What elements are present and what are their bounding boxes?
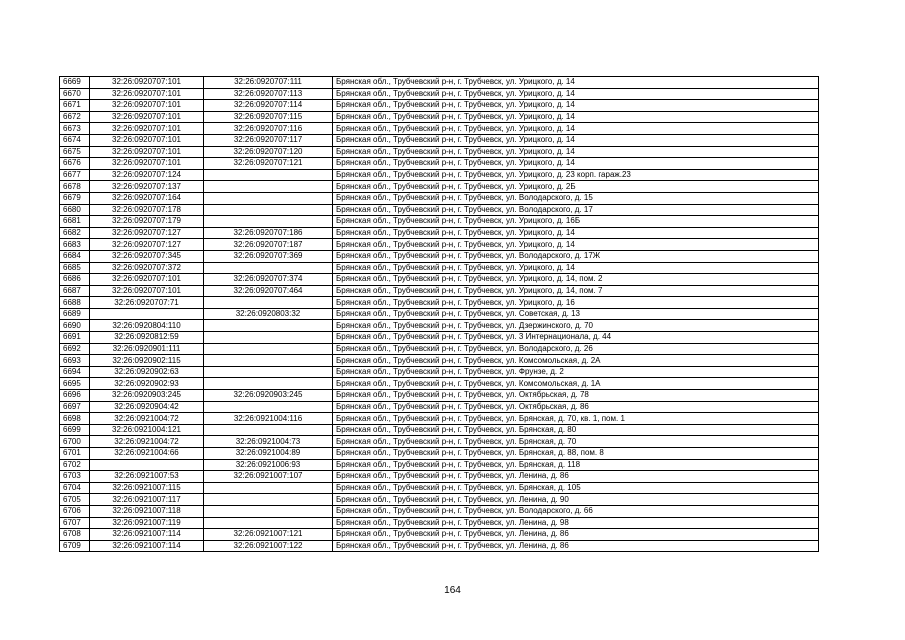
- table-row: [60, 424, 819, 436]
- address-cell: Брянская обл., Трубчевский р-н, г. Трубчевск, ул. Урицкого, д. 14: [333, 134, 819, 146]
- address-cell: Брянская обл., Трубчевский р-н, г. Трубчевск, ул. Ленина, д. 98: [333, 517, 819, 529]
- object-cadastral-number-cell: 32:26:0920707:113: [204, 88, 333, 100]
- row-number-cell: 6693: [60, 355, 90, 367]
- cadastral-number-cell: 32:26:0920707:345: [90, 250, 204, 262]
- cadastral-number-cell: 32:26:0920902:63: [90, 366, 204, 378]
- table-row: [60, 505, 819, 517]
- address-cell: Брянская обл., Трубчевский р-н, г. Трубчевск, ул. Урицкого, д. 14: [333, 239, 819, 251]
- row-number-cell: 6702: [60, 459, 90, 471]
- table-row: [60, 378, 819, 390]
- cadastral-number-cell: 32:26:0921004:66: [90, 448, 204, 460]
- cadastral-number-cell: 32:26:0920707:178: [90, 204, 204, 216]
- object-cadastral-number-cell: 32:26:0921004:116: [204, 413, 333, 425]
- object-cadastral-number-cell: 32:26:0920707:116: [204, 123, 333, 135]
- object-cadastral-number-cell: [204, 204, 333, 216]
- table-row: [60, 88, 819, 100]
- object-cadastral-number-cell: 32:26:0920707:374: [204, 274, 333, 286]
- row-number-cell: 6681: [60, 216, 90, 228]
- cadastral-number-cell: 32:26:0920707:127: [90, 239, 204, 251]
- object-cadastral-number-cell: [204, 332, 333, 344]
- address-cell: Брянская обл., Трубчевский р-н, г. Трубчевск, ул. Урицкого, д. 14: [333, 158, 819, 170]
- row-number-cell: 6680: [60, 204, 90, 216]
- object-cadastral-number-cell: [204, 181, 333, 193]
- object-cadastral-number-cell: 32:26:0921004:73: [204, 436, 333, 448]
- cadastral-number-cell: 32:26:0920707:101: [90, 274, 204, 286]
- object-cadastral-number-cell: 32:26:0920707:369: [204, 250, 333, 262]
- row-number-cell: 6707: [60, 517, 90, 529]
- object-cadastral-number-cell: 32:26:0920707:121: [204, 158, 333, 170]
- object-cadastral-number-cell: 32:26:0920707:115: [204, 111, 333, 123]
- row-number-cell: 6696: [60, 390, 90, 402]
- row-number-cell: 6672: [60, 111, 90, 123]
- row-number-cell: 6671: [60, 100, 90, 112]
- table-row: [60, 448, 819, 460]
- cadastral-number-cell: 32:26:0920707:164: [90, 192, 204, 204]
- table-row: [60, 401, 819, 413]
- cadastral-number-cell: 32:26:0920901:111: [90, 343, 204, 355]
- cadastral-number-cell: 32:26:0920707:101: [90, 123, 204, 135]
- address-cell: Брянская обл., Трубчевский р-н, г. Трубчевск, ул. Октябрьская, д. 86: [333, 401, 819, 413]
- object-cadastral-number-cell: 32:26:0920903:245: [204, 390, 333, 402]
- address-cell: Брянская обл., Трубчевский р-н, г. Трубчевск, ул. Урицкого, д. 14: [333, 111, 819, 123]
- table-row: [60, 297, 819, 309]
- row-number-cell: 6705: [60, 494, 90, 506]
- object-cadastral-number-cell: 32:26:0920707:111: [204, 77, 333, 89]
- cadastral-number-cell: 32:26:0920903:245: [90, 390, 204, 402]
- row-number-cell: 6685: [60, 262, 90, 274]
- table-row: [60, 169, 819, 181]
- address-cell: Брянская обл., Трубчевский р-н, г. Трубчевск, ул. Володарского, д. 15: [333, 192, 819, 204]
- object-cadastral-number-cell: [204, 297, 333, 309]
- cadastral-number-cell: 32:26:0920707:101: [90, 100, 204, 112]
- object-cadastral-number-cell: 32:26:0920707:187: [204, 239, 333, 251]
- address-cell: Брянская обл., Трубчевский р-н, г. Трубчевск, ул. Брянская, д. 118: [333, 459, 819, 471]
- object-cadastral-number-cell: 32:26:0921007:121: [204, 529, 333, 541]
- address-cell: Брянская обл., Трубчевский р-н, г. Трубчевск, ул. Урицкого, д. 14: [333, 146, 819, 158]
- cadastral-number-cell: 32:26:0920707:101: [90, 134, 204, 146]
- cadastral-number-cell: 32:26:0920707:127: [90, 227, 204, 239]
- address-cell: Брянская обл., Трубчевский р-н, г. Трубчевск, ул. Комсомольская, д. 2А: [333, 355, 819, 367]
- address-cell: Брянская обл., Трубчевский р-н, г. Трубчевск, ул. Урицкого, д. 14: [333, 77, 819, 89]
- cadastral-number-cell: 32:26:0920707:101: [90, 77, 204, 89]
- address-cell: Брянская обл., Трубчевский р-н, г. Трубчевск, ул. Урицкого, д. 16: [333, 297, 819, 309]
- object-cadastral-number-cell: [204, 401, 333, 413]
- cadastral-number-cell: 32:26:0920812:59: [90, 332, 204, 344]
- row-number-cell: 6676: [60, 158, 90, 170]
- table-row: [60, 123, 819, 135]
- object-cadastral-number-cell: [204, 517, 333, 529]
- object-cadastral-number-cell: 32:26:0921007:107: [204, 471, 333, 483]
- row-number-cell: 6691: [60, 332, 90, 344]
- cadastral-number-cell: 32:26:0920904:42: [90, 401, 204, 413]
- address-cell: Брянская обл., Трубчевский р-н, г. Трубчевск, ул. Урицкого, д. 14: [333, 262, 819, 274]
- cadastral-number-cell: 32:26:0920804:110: [90, 320, 204, 332]
- cadastral-number-cell: 32:26:0921007:114: [90, 540, 204, 552]
- row-number-cell: 6689: [60, 308, 90, 320]
- row-number-cell: 6704: [60, 482, 90, 494]
- object-cadastral-number-cell: [204, 320, 333, 332]
- address-cell: Брянская обл., Трубчевский р-н, г. Трубчевск, ул. Ленина, д. 86: [333, 471, 819, 483]
- cadastral-number-cell: 32:26:0921007:117: [90, 494, 204, 506]
- cadastral-number-cell: 32:26:0921007:115: [90, 482, 204, 494]
- table-row: [60, 239, 819, 251]
- address-cell: Брянская обл., Трубчевский р-н, г. Трубчевск, ул. Ленина, д. 86: [333, 529, 819, 541]
- row-number-cell: 6679: [60, 192, 90, 204]
- cadastral-number-cell: 32:26:0920707:124: [90, 169, 204, 181]
- cadastral-number-cell: 32:26:0921004:72: [90, 413, 204, 425]
- table-row: [60, 332, 819, 344]
- table-row: [60, 343, 819, 355]
- address-cell: Брянская обл., Трубчевский р-н, г. Трубчевск, ул. Урицкого, д. 14: [333, 123, 819, 135]
- row-number-cell: 6687: [60, 285, 90, 297]
- address-cell: Брянская обл., Трубчевский р-н, г. Трубчевск, ул. Брянская, д. 105: [333, 482, 819, 494]
- page-number: 164: [444, 585, 461, 596]
- cadastral-number-cell: 32:26:0920707:101: [90, 285, 204, 297]
- object-cadastral-number-cell: [204, 366, 333, 378]
- address-cell: Брянская обл., Трубчевский р-н, г. Трубчевск, ул. Урицкого, д. 2Б: [333, 181, 819, 193]
- address-cell: Брянская обл., Трубчевский р-н, г. Трубчевск, ул. Дзержинского, д. 70: [333, 320, 819, 332]
- address-cell: Брянская обл., Трубчевский р-н, г. Трубчевск, ул. Брянская, д. 70, кв. 1, пом. 1: [333, 413, 819, 425]
- cadastral-number-cell: 32:26:0920707:372: [90, 262, 204, 274]
- object-cadastral-number-cell: [204, 343, 333, 355]
- cadastral-number-cell: 32:26:0920707:71: [90, 297, 204, 309]
- table-row: [60, 390, 819, 402]
- object-cadastral-number-cell: 32:26:0920707:464: [204, 285, 333, 297]
- object-cadastral-number-cell: 32:26:0921007:122: [204, 540, 333, 552]
- object-cadastral-number-cell: 32:26:0920707:117: [204, 134, 333, 146]
- address-cell: Брянская обл., Трубчевский р-н, г. Трубчевск, ул. Урицкого, д. 14, пом. 2: [333, 274, 819, 286]
- row-number-cell: 6683: [60, 239, 90, 251]
- address-cell: Брянская обл., Трубчевский р-н, г. Трубчевск, ул. Урицкого, д. 16Б: [333, 216, 819, 228]
- table-row: [60, 262, 819, 274]
- row-number-cell: 6692: [60, 343, 90, 355]
- table-row: [60, 413, 819, 425]
- object-cadastral-number-cell: [204, 169, 333, 181]
- table-row: [60, 540, 819, 552]
- table-row: [60, 366, 819, 378]
- table-row: [60, 181, 819, 193]
- table-row: [60, 482, 819, 494]
- table-row: [60, 494, 819, 506]
- address-cell: Брянская обл., Трубчевский р-н, г. Трубчевск, ул. Октябрьская, д. 78: [333, 390, 819, 402]
- row-number-cell: 6708: [60, 529, 90, 541]
- cadastral-number-cell: 32:26:0921007:53: [90, 471, 204, 483]
- row-number-cell: 6669: [60, 77, 90, 89]
- object-cadastral-number-cell: [204, 355, 333, 367]
- row-number-cell: 6688: [60, 297, 90, 309]
- row-number-cell: 6694: [60, 366, 90, 378]
- table-row: [60, 204, 819, 216]
- table-row: [60, 274, 819, 286]
- row-number-cell: 6697: [60, 401, 90, 413]
- address-cell: Брянская обл., Трубчевский р-н, г. Трубчевск, ул. Советская, д. 13: [333, 308, 819, 320]
- address-cell: Брянская обл., Трубчевский р-н, г. Трубчевск, ул. Комсомольская, д. 1А: [333, 378, 819, 390]
- table-row: [60, 471, 819, 483]
- table-row: [60, 216, 819, 228]
- object-cadastral-number-cell: 32:26:0920803:32: [204, 308, 333, 320]
- object-cadastral-number-cell: [204, 494, 333, 506]
- address-cell: Брянская обл., Трубчевский р-н, г. Трубчевск, ул. Ленина, д. 86: [333, 540, 819, 552]
- object-cadastral-number-cell: [204, 216, 333, 228]
- table-row: [60, 192, 819, 204]
- address-cell: Брянская обл., Трубчевский р-н, г. Трубчевск, ул. Урицкого, д. 14: [333, 227, 819, 239]
- cadastral-number-cell: 32:26:0920707:101: [90, 88, 204, 100]
- object-cadastral-number-cell: [204, 424, 333, 436]
- cadastral-number-cell: 32:26:0921007:119: [90, 517, 204, 529]
- address-cell: Брянская обл., Трубчевский р-н, г. Трубчевск, ул. Урицкого, д. 14: [333, 100, 819, 112]
- table-row: [60, 355, 819, 367]
- table-row: [60, 459, 819, 471]
- cadastral-number-cell: 32:26:0920902:115: [90, 355, 204, 367]
- row-number-cell: 6698: [60, 413, 90, 425]
- cadastral-number-cell: 32:26:0921007:114: [90, 529, 204, 541]
- address-cell: Брянская обл., Трубчевский р-н, г. Трубчевск, ул. Брянская, д. 70: [333, 436, 819, 448]
- table-row: [60, 250, 819, 262]
- row-number-cell: 6709: [60, 540, 90, 552]
- cadastral-number-cell: [90, 459, 204, 471]
- row-number-cell: 6701: [60, 448, 90, 460]
- property-register-table: [59, 76, 819, 552]
- object-cadastral-number-cell: [204, 262, 333, 274]
- row-number-cell: 6674: [60, 134, 90, 146]
- row-number-cell: 6699: [60, 424, 90, 436]
- object-cadastral-number-cell: 32:26:0920707:186: [204, 227, 333, 239]
- object-cadastral-number-cell: 32:26:0921006:93: [204, 459, 333, 471]
- object-cadastral-number-cell: [204, 482, 333, 494]
- address-cell: Брянская обл., Трубчевский р-н, г. Трубчевск, ул. Фрунзе, д. 2: [333, 366, 819, 378]
- cadastral-number-cell: [90, 308, 204, 320]
- address-cell: Брянская обл., Трубчевский р-н, г. Трубчевск, ул. Володарского, д. 17: [333, 204, 819, 216]
- row-number-cell: 6700: [60, 436, 90, 448]
- address-cell: Брянская обл., Трубчевский р-н, г. Трубчевск, ул. Урицкого, д. 14: [333, 88, 819, 100]
- table-row: [60, 100, 819, 112]
- row-number-cell: 6677: [60, 169, 90, 181]
- table-row: [60, 320, 819, 332]
- address-cell: Брянская обл., Трубчевский р-н, г. Трубчевск, ул. Урицкого, д. 23 корп. гараж.23: [333, 169, 819, 181]
- row-number-cell: 6706: [60, 505, 90, 517]
- cadastral-number-cell: 32:26:0921007:118: [90, 505, 204, 517]
- row-number-cell: 6678: [60, 181, 90, 193]
- object-cadastral-number-cell: 32:26:0920707:120: [204, 146, 333, 158]
- object-cadastral-number-cell: [204, 505, 333, 517]
- cadastral-number-cell: 32:26:0920707:179: [90, 216, 204, 228]
- table-row: [60, 529, 819, 541]
- row-number-cell: 6670: [60, 88, 90, 100]
- table-body: [60, 77, 819, 552]
- row-number-cell: 6695: [60, 378, 90, 390]
- cadastral-number-cell: 32:26:0920707:101: [90, 111, 204, 123]
- cadastral-number-cell: 32:26:0921004:72: [90, 436, 204, 448]
- object-cadastral-number-cell: 32:26:0921004:89: [204, 448, 333, 460]
- row-number-cell: 6673: [60, 123, 90, 135]
- cadastral-number-cell: 32:26:0920902:93: [90, 378, 204, 390]
- table-row: [60, 158, 819, 170]
- table-row: [60, 134, 819, 146]
- table-row: [60, 308, 819, 320]
- row-number-cell: 6682: [60, 227, 90, 239]
- cadastral-number-cell: 32:26:0920707:101: [90, 158, 204, 170]
- address-cell: Брянская обл., Трубчевский р-н, г. Трубчевск, ул. Володарского, д. 17Ж: [333, 250, 819, 262]
- table-row: [60, 146, 819, 158]
- cadastral-number-cell: 32:26:0920707:137: [90, 181, 204, 193]
- address-cell: Брянская обл., Трубчевский р-н, г. Трубчевск, ул. Брянская, д. 80: [333, 424, 819, 436]
- table-row: [60, 285, 819, 297]
- table-row: [60, 111, 819, 123]
- address-cell: Брянская обл., Трубчевский р-н, г. Трубчевск, ул. Ленина, д. 90: [333, 494, 819, 506]
- object-cadastral-number-cell: 32:26:0920707:114: [204, 100, 333, 112]
- row-number-cell: 6686: [60, 274, 90, 286]
- address-cell: Брянская обл., Трубчевский р-н, г. Трубчевск, ул. 3 Интернационала, д. 44: [333, 332, 819, 344]
- address-cell: Брянская обл., Трубчевский р-н, г. Трубчевск, ул. Володарского, д. 26: [333, 343, 819, 355]
- object-cadastral-number-cell: [204, 192, 333, 204]
- table-row: [60, 227, 819, 239]
- row-number-cell: 6675: [60, 146, 90, 158]
- row-number-cell: 6703: [60, 471, 90, 483]
- table-row: [60, 77, 819, 89]
- object-cadastral-number-cell: [204, 378, 333, 390]
- table-row: [60, 517, 819, 529]
- row-number-cell: 6690: [60, 320, 90, 332]
- table-row: [60, 436, 819, 448]
- cadastral-number-cell: 32:26:0921004:121: [90, 424, 204, 436]
- address-cell: Брянская обл., Трубчевский р-н, г. Трубчевск, ул. Урицкого, д. 14, пом. 7: [333, 285, 819, 297]
- address-cell: Брянская обл., Трубчевский р-н, г. Трубчевск, ул. Володарского, д. 66: [333, 505, 819, 517]
- address-cell: Брянская обл., Трубчевский р-н, г. Трубчевск, ул. Брянская, д. 88, пом. 8: [333, 448, 819, 460]
- row-number-cell: 6684: [60, 250, 90, 262]
- cadastral-number-cell: 32:26:0920707:101: [90, 146, 204, 158]
